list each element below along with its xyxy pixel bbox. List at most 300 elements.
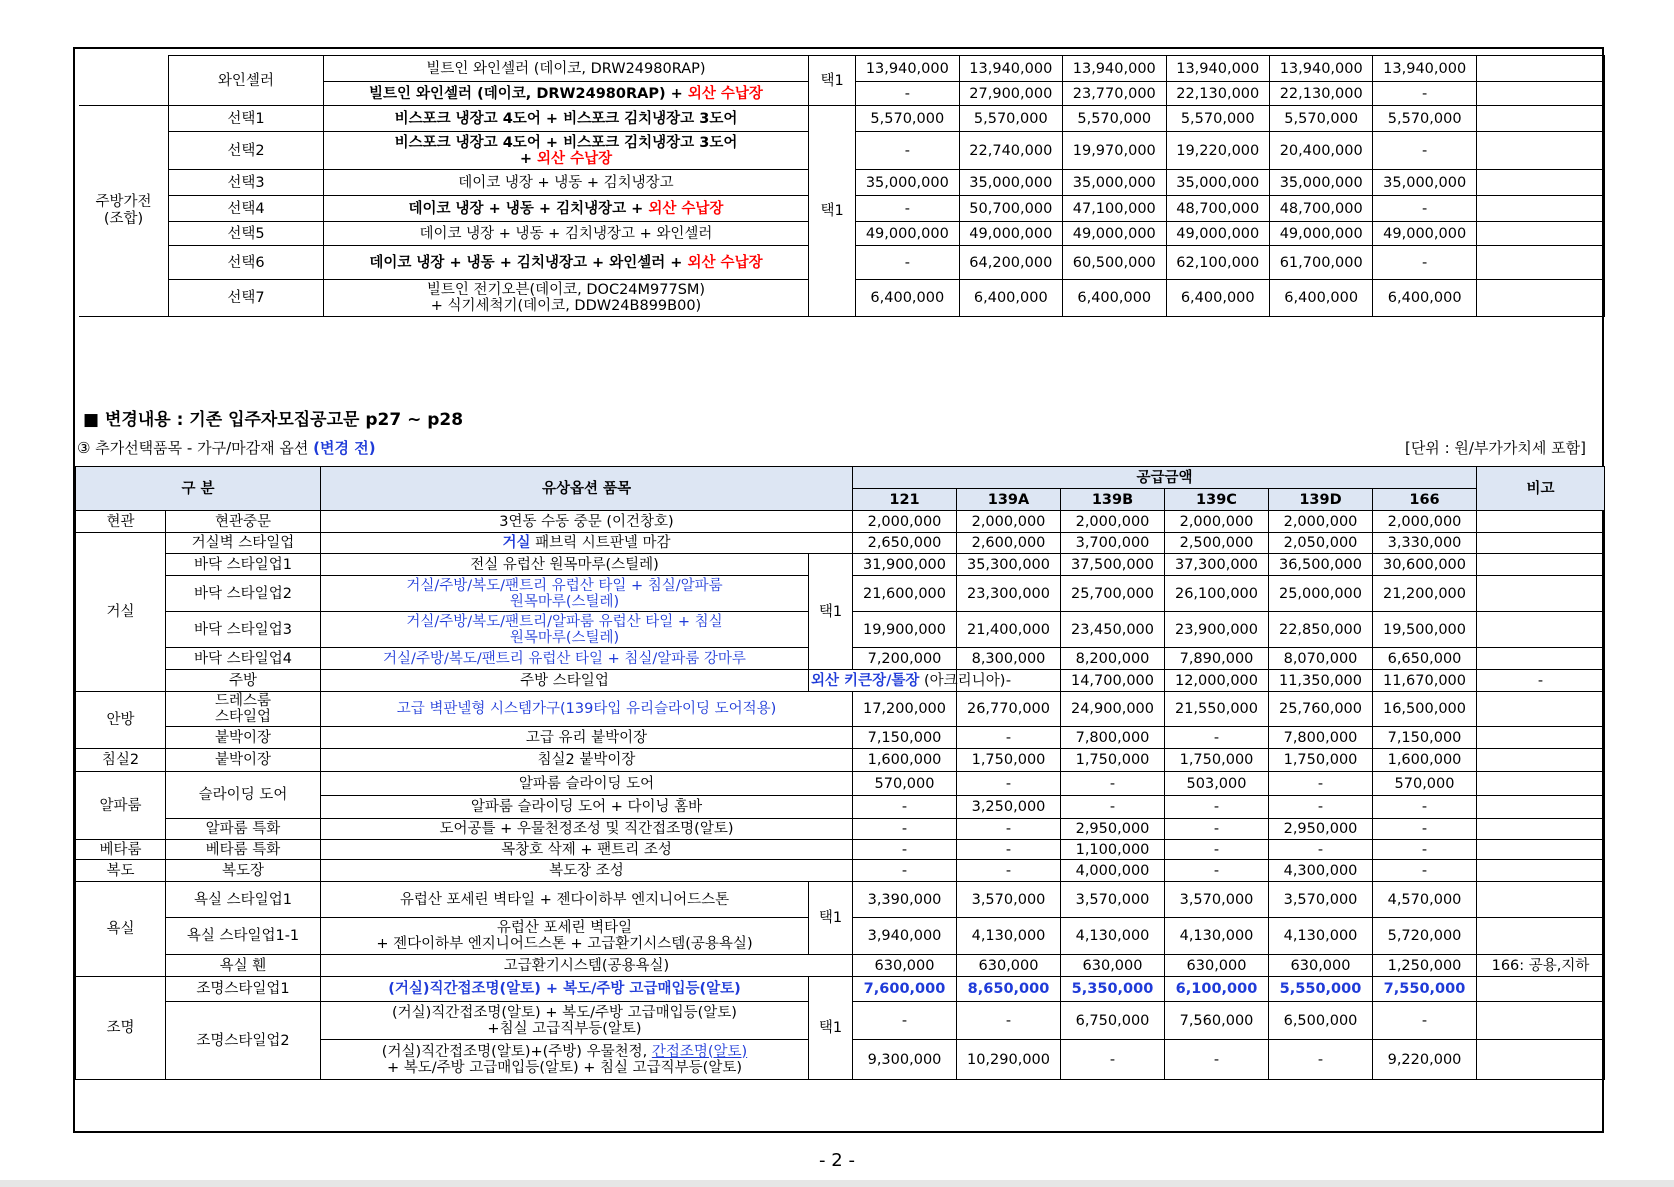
unit-note: [단위 : 원/부가가치세 포함] [1404, 439, 1586, 457]
remark-cell [1477, 749, 1605, 772]
header-type: 139A [957, 489, 1061, 511]
header-type: 139D [1269, 489, 1373, 511]
price-cell: 19,900,000 [853, 612, 957, 648]
remark-cell [1477, 882, 1605, 918]
price-cell: 2,500,000 [1165, 533, 1269, 554]
price-cell: 37,300,000 [1165, 554, 1269, 576]
item-cell: 유럽산 포세린 벽타일 + 젠다이하부 엔지니어드스톤 [321, 882, 809, 918]
price-cell: - [957, 860, 1061, 882]
price-cell: 49,000,000 [1373, 222, 1476, 246]
price-cell: 6,400,000 [1063, 280, 1166, 317]
remark-cell [1477, 727, 1605, 749]
sub-cell: 주방 스타일업 [321, 670, 809, 692]
item-cell: 데이코 냉장 + 냉동 + 김치냉장고 [323, 170, 808, 196]
price-cell: - [856, 82, 959, 106]
price-cell: 35,000,000 [1063, 170, 1166, 196]
price-cell: - [1373, 796, 1477, 819]
price-cell: - [1061, 1040, 1165, 1080]
price-cell: 2,000,000 [853, 511, 957, 533]
price-cell: 21,200,000 [1373, 576, 1477, 612]
option-label: 선택7 [169, 280, 324, 317]
price-cell: 6,400,000 [1166, 280, 1269, 317]
price-cell: - [1165, 819, 1269, 840]
price-cell: 35,000,000 [959, 170, 1062, 196]
table-row [79, 106, 1605, 132]
price-cell: - [856, 132, 959, 170]
price-cell: 49,000,000 [856, 222, 959, 246]
price-cell: 23,770,000 [1063, 82, 1166, 106]
price-cell: 1,100,000 [1061, 840, 1165, 860]
remark-cell [1477, 772, 1605, 796]
price-cell: 35,300,000 [957, 554, 1061, 576]
table-row [76, 860, 1605, 882]
price-cell: 1,750,000 [1061, 749, 1165, 772]
price-cell: 3,940,000 [853, 918, 957, 955]
price-cell: 3,570,000 [1269, 882, 1373, 918]
price-cell: 2,650,000 [853, 533, 957, 554]
remark-cell [1477, 840, 1605, 860]
price-cell: 60,500,000 [1063, 246, 1166, 280]
price-cell: 6,400,000 [959, 280, 1062, 317]
price-cell: 5,570,000 [1269, 106, 1372, 132]
item-cell: 고급 벽판넬형 시스템가구(139타입 유리슬라이딩 도어적용) [321, 692, 853, 727]
price-cell: 3,390,000 [853, 882, 957, 918]
price-cell: 20,400,000 [1269, 132, 1372, 170]
option-label: 선택1 [169, 106, 324, 132]
price-cell: 21,550,000 [1165, 692, 1269, 727]
sub-cell: 알파룸 특화 [166, 819, 321, 840]
price-cell: 9,300,000 [853, 1040, 957, 1080]
price-cell: - [1373, 246, 1476, 280]
price-cell: 11,670,000 [1373, 670, 1477, 692]
price-cell: 2,950,000 [1269, 819, 1373, 840]
price-cell: 49,000,000 [1269, 222, 1372, 246]
price-cell: 36,500,000 [1269, 554, 1373, 576]
price-cell: 61,700,000 [1269, 246, 1372, 280]
group-cell: 알파룸 [76, 772, 166, 840]
price-cell: 6,750,000 [1061, 1002, 1165, 1040]
item-cell: 목창호 삭제 + 팬트리 조성 [321, 840, 853, 860]
price-cell: - [1373, 819, 1477, 840]
price-cell: 6,400,000 [856, 280, 959, 317]
price-cell: 13,940,000 [1063, 56, 1166, 82]
price-cell: 64,200,000 [959, 246, 1062, 280]
choice-cell: 택1 [809, 977, 853, 1080]
option-label: 선택3 [169, 170, 324, 196]
price-cell: 35,000,000 [1373, 170, 1476, 196]
price-cell: 7,560,000 [1165, 1002, 1269, 1040]
price-cell: 5,570,000 [959, 106, 1062, 132]
price-cell: 630,000 [1165, 955, 1269, 977]
price-cell: 7,200,000 [853, 648, 957, 670]
price-cell: - [1373, 860, 1477, 882]
price-cell: 62,100,000 [1166, 246, 1269, 280]
group-cell: 복도 [76, 860, 166, 882]
choice-cell: 택1 [809, 106, 856, 317]
item-cell: (거실)직간접조명(알토) + 복도/주방 고급매입등(알토) [321, 977, 809, 1002]
option-label: 선택4 [169, 196, 324, 222]
price-cell: 13,940,000 [1373, 56, 1476, 82]
price-cell: - [1269, 840, 1373, 860]
group-cell: 거실 [76, 533, 166, 692]
price-cell: 11,350,000 [1269, 670, 1373, 692]
price-cell: 7,800,000 [1061, 727, 1165, 749]
remark-cell [1477, 918, 1605, 955]
price-cell: 10,290,000 [957, 1040, 1061, 1080]
price-cell: - [1477, 670, 1605, 692]
price-cell: 1,750,000 [1269, 749, 1373, 772]
price-cell: 21,600,000 [853, 576, 957, 612]
price-cell: 9,220,000 [1373, 1040, 1477, 1080]
price-cell: 3,570,000 [1165, 882, 1269, 918]
price-cell: 7,800,000 [1269, 727, 1373, 749]
option-label: 선택2 [169, 132, 324, 170]
item-cell: 빌트인 와인셀러 (데이코, DRW24980RAP) [323, 56, 808, 82]
sub-cell: 바닥 스타일업4 [166, 648, 321, 670]
price-cell: 16,500,000 [1373, 692, 1477, 727]
price-cell: - [856, 246, 959, 280]
sub-cell: 베타룸 특화 [166, 840, 321, 860]
remark-cell: 166: 공용,지하 [1477, 955, 1605, 977]
table-row [76, 727, 1605, 749]
table-row [76, 749, 1605, 772]
sub-cell: 거실벽 스타일업 [166, 533, 321, 554]
price-cell: 37,500,000 [1061, 554, 1165, 576]
price-cell: - [1165, 727, 1269, 749]
price-cell: 570,000 [1373, 772, 1477, 796]
table-row [76, 554, 1605, 576]
remark-cell [1477, 648, 1605, 670]
appliance-table [79, 55, 1605, 317]
price-cell: 19,970,000 [1063, 132, 1166, 170]
option-label: 선택5 [169, 222, 324, 246]
item-cell: 고급환기시스템(공용욕실) [321, 955, 853, 977]
price-cell: 4,570,000 [1373, 882, 1477, 918]
price-cell: 5,570,000 [1166, 106, 1269, 132]
header-item: 유상옵션 품목 [321, 467, 853, 511]
price-cell: - [1165, 860, 1269, 882]
price-cell: - [957, 840, 1061, 860]
price-cell: 8,300,000 [957, 648, 1061, 670]
price-cell: 19,220,000 [1166, 132, 1269, 170]
price-cell: 3,330,000 [1373, 533, 1477, 554]
sub-cell: 조명스타일업2 [166, 1002, 321, 1080]
item-cell: 빌트인 와인셀러 (데이코, DRW24980RAP) + 외산 수납장 [323, 82, 808, 106]
remark-cell [1477, 977, 1605, 1002]
sub-cell: 욕실 스타일업1-1 [166, 918, 321, 955]
remark-cell [1476, 56, 1604, 82]
price-cell: 13,940,000 [1166, 56, 1269, 82]
table-row [76, 840, 1605, 860]
item-cell: 3연동 수동 중문 (이건창호) [321, 511, 853, 533]
price-cell: 26,100,000 [1165, 576, 1269, 612]
category-cell: 와인셀러 [169, 56, 324, 106]
table-row [76, 977, 1605, 1002]
item-cell: 침실2 붙박이장 [321, 749, 853, 772]
remark-cell [1477, 692, 1605, 727]
sub-cell: 조명스타일업1 [166, 977, 321, 1002]
price-cell: 25,760,000 [1269, 692, 1373, 727]
group-cell: 현관 [76, 511, 166, 533]
price-cell: 35,000,000 [1269, 170, 1372, 196]
sub-cell: 바닥 스타일업2 [166, 576, 321, 612]
item-cell: 비스포크 냉장고 4도어 + 비스포크 김치냉장고 3도어 + 외산 수납장 [323, 132, 808, 170]
price-cell: - [957, 670, 1061, 692]
price-cell: 2,000,000 [1269, 511, 1373, 533]
remark-cell [1476, 170, 1604, 196]
price-cell: 27,900,000 [959, 82, 1062, 106]
remark-cell [1477, 554, 1605, 576]
item-cell: (거실)직간접조명(알토)+(주방) 우물천정, 간접조명(알토) + 복도/주방 고급매입등(알토) + 침실 고급직부등(알토) [321, 1040, 809, 1080]
page-number: - 2 - [819, 1150, 855, 1171]
price-cell: 1,600,000 [1373, 749, 1477, 772]
price-cell: 23,450,000 [1061, 612, 1165, 648]
choice-cell: 택1 [809, 56, 856, 106]
remark-cell [1476, 246, 1604, 280]
sub-cell: 슬라이딩 도어 [166, 772, 321, 819]
sub-cell: 바닥 스타일업1 [166, 554, 321, 576]
price-cell: 6,400,000 [1269, 280, 1372, 317]
price-cell: 49,000,000 [1166, 222, 1269, 246]
table-row [76, 511, 1605, 533]
sub-cell: 욕실 스타일업1 [166, 882, 321, 918]
price-cell: 7,150,000 [1373, 727, 1477, 749]
header-type: 139B [1061, 489, 1165, 511]
price-cell: 5,350,000 [1061, 977, 1165, 1002]
price-cell: 503,000 [1165, 772, 1269, 796]
group-cell: 주방 [166, 670, 321, 692]
price-cell: 630,000 [853, 955, 957, 977]
item-cell: 거실/주방/복도/팬트리 유럽산 타일 + 침실/알파룸 강마루 [321, 648, 809, 670]
remark-cell [1476, 222, 1604, 246]
price-cell: 1,750,000 [1165, 749, 1269, 772]
price-cell: 6,100,000 [1165, 977, 1269, 1002]
sub-cell: 복도장 [166, 860, 321, 882]
remark-cell [1477, 576, 1605, 612]
price-cell: 5,550,000 [1269, 977, 1373, 1002]
header-type: 121 [853, 489, 957, 511]
price-cell: 49,000,000 [1063, 222, 1166, 246]
price-cell: - [853, 1002, 957, 1040]
price-cell: - [853, 860, 957, 882]
price-cell: 8,650,000 [957, 977, 1061, 1002]
price-cell: - [853, 796, 957, 819]
remark-cell [1476, 106, 1604, 132]
sub-cell: 붙박이장 [166, 727, 321, 749]
group-cell: 조명 [76, 977, 166, 1080]
section-title: ■ 변경내용 : 기존 입주자모집공고문 p27 ~ p28 [83, 410, 464, 430]
table-row [76, 772, 1605, 796]
price-cell: 47,100,000 [1063, 196, 1166, 222]
price-cell: 2,050,000 [1269, 533, 1373, 554]
table-row [76, 692, 1605, 727]
price-cell: - [957, 819, 1061, 840]
price-cell: 1,250,000 [1373, 955, 1477, 977]
table-row [76, 819, 1605, 840]
price-cell: 25,700,000 [1061, 576, 1165, 612]
price-cell: 4,000,000 [1061, 860, 1165, 882]
price-cell: 22,130,000 [1269, 82, 1372, 106]
item-cell: 도어공틀 + 우물천정조성 및 직간접조명(알토) [321, 819, 853, 840]
price-cell: 7,150,000 [853, 727, 957, 749]
header-type: 166 [1373, 489, 1477, 511]
price-cell: 35,000,000 [1166, 170, 1269, 196]
price-cell: 630,000 [1061, 955, 1165, 977]
price-cell: 1,600,000 [853, 749, 957, 772]
item-cell: 거실/주방/복도/팬트리 유럽산 타일 + 침실/알파룸 원목마루(스틸레) [321, 576, 809, 612]
price-cell: 1,750,000 [957, 749, 1061, 772]
sub-cell: 드레스룸 스타일업 [166, 692, 321, 727]
price-cell: - [853, 819, 957, 840]
remark-cell [1476, 196, 1604, 222]
price-cell: - [1165, 1040, 1269, 1080]
section-subtitle: ③ 추가선택품목 - 가구/마감재 옵션 (변경 전) [77, 439, 376, 457]
price-cell: 23,300,000 [957, 576, 1061, 612]
remark-cell [1477, 533, 1605, 554]
item-cell: 거실 패브릭 시트판넬 마감 [321, 533, 853, 554]
item-cell: 전실 유럽산 원목마루(스틸레) [321, 554, 809, 576]
remark-cell [1477, 511, 1605, 533]
price-cell: 2,000,000 [957, 511, 1061, 533]
price-cell: 12,000,000 [1165, 670, 1269, 692]
price-cell: - [957, 772, 1061, 796]
price-cell: 14,700,000 [1061, 670, 1165, 692]
price-cell: 4,300,000 [1269, 860, 1373, 882]
price-cell: - [1061, 772, 1165, 796]
choice-cell: 택1 [809, 554, 853, 670]
price-cell: 2,000,000 [1373, 511, 1477, 533]
price-cell: 7,550,000 [1373, 977, 1477, 1002]
remark-cell [1477, 819, 1605, 840]
group-cell: 침실2 [76, 749, 166, 772]
price-cell: 630,000 [957, 955, 1061, 977]
header-type: 139C [1165, 489, 1269, 511]
price-cell: - [1269, 796, 1373, 819]
price-cell: 13,940,000 [959, 56, 1062, 82]
table-row [76, 533, 1605, 554]
price-cell: 2,000,000 [1165, 511, 1269, 533]
price-cell: 2,000,000 [1061, 511, 1165, 533]
empty-cell [79, 56, 169, 82]
item-cell: 외산 키큰장/톨장 (아크리니아) [809, 670, 957, 692]
group-cell: 욕실 [76, 882, 166, 977]
choice-cell: 택1 [809, 882, 853, 955]
price-cell: 5,720,000 [1373, 918, 1477, 955]
remark-cell [1476, 280, 1604, 317]
remark-cell [1477, 1040, 1605, 1080]
item-cell: 알파룸 슬라이딩 도어 + 다이닝 홈바 [321, 796, 853, 819]
item-cell: 비스포크 냉장고 4도어 + 비스포크 김치냉장고 3도어 [323, 106, 808, 132]
price-cell: 630,000 [1269, 955, 1373, 977]
price-cell: 22,740,000 [959, 132, 1062, 170]
price-cell: 5,570,000 [1373, 106, 1476, 132]
price-cell: 2,600,000 [957, 533, 1061, 554]
price-cell: 23,900,000 [1165, 612, 1269, 648]
price-cell: 49,000,000 [959, 222, 1062, 246]
price-cell: 6,400,000 [1373, 280, 1476, 317]
remark-cell [1476, 82, 1604, 106]
price-cell: 7,890,000 [1165, 648, 1269, 670]
price-cell: 35,000,000 [856, 170, 959, 196]
group-cell: 주방가전 (조합) [79, 106, 169, 317]
remark-cell [1477, 860, 1605, 882]
price-cell: 3,570,000 [957, 882, 1061, 918]
price-cell: 22,850,000 [1269, 612, 1373, 648]
remark-cell [1477, 1002, 1605, 1040]
option-label: 선택6 [169, 246, 324, 280]
bottom-bar [0, 1180, 1674, 1187]
item-cell: 거실/주방/복도/팬트리/알파룸 유럽산 타일 + 침실 원목마루(스틸레) [321, 612, 809, 648]
price-cell: 50,700,000 [959, 196, 1062, 222]
price-cell: - [1373, 82, 1476, 106]
price-cell: - [1269, 1040, 1373, 1080]
sub-cell: 욕실 휀 [166, 955, 321, 977]
price-cell: - [1165, 840, 1269, 860]
header-supply: 공급금액 [853, 467, 1477, 489]
sub-cell: 바닥 스타일업3 [166, 612, 321, 648]
price-cell: 4,130,000 [1269, 918, 1373, 955]
price-cell: 31,900,000 [853, 554, 957, 576]
item-cell: 데이코 냉장 + 냉동 + 김치냉장고 + 와인셀러 [323, 222, 808, 246]
sub-cell: 붙박이장 [166, 749, 321, 772]
price-cell: 8,200,000 [1061, 648, 1165, 670]
item-cell: 고급 유리 붙박이장 [321, 727, 853, 749]
price-cell: - [1269, 772, 1373, 796]
price-cell: - [1373, 196, 1476, 222]
price-cell: 4,130,000 [957, 918, 1061, 955]
price-cell: 3,700,000 [1061, 533, 1165, 554]
price-cell: - [957, 1002, 1061, 1040]
price-cell: 2,950,000 [1061, 819, 1165, 840]
price-cell: - [853, 840, 957, 860]
price-cell: 22,130,000 [1166, 82, 1269, 106]
table-row [79, 56, 1605, 82]
price-cell: 4,130,000 [1165, 918, 1269, 955]
option-price-table [75, 466, 1605, 1080]
price-cell: - [957, 727, 1061, 749]
table-row [76, 670, 1605, 692]
table-row [76, 882, 1605, 918]
header-row [76, 467, 1605, 489]
item-cell: 복도장 조성 [321, 860, 853, 882]
item-cell: 유럽산 포세린 벽타일 + 젠다이하부 엔지니어드스톤 + 고급환기시스템(공용욕실) [321, 918, 809, 955]
group-cell: 안방 [76, 692, 166, 749]
item-cell: 데이코 냉장 + 냉동 + 김치냉장고 + 와인셀러 + 외산 수납장 [323, 246, 808, 280]
price-cell: 7,600,000 [853, 977, 957, 1002]
item-cell: 빌트인 전기오븐(데이코, DOC24M977SM) + 식기세척기(데이코, DDW24B899B00) [323, 280, 808, 317]
price-cell: - [1061, 796, 1165, 819]
price-cell: - [1373, 840, 1477, 860]
price-cell: - [1373, 132, 1476, 170]
price-cell: 8,070,000 [1269, 648, 1373, 670]
price-cell: 17,200,000 [853, 692, 957, 727]
price-cell: 19,500,000 [1373, 612, 1477, 648]
price-cell: 3,570,000 [1061, 882, 1165, 918]
remark-cell [1477, 796, 1605, 819]
item-cell: (거실)직간접조명(알토) + 복도/주방 고급매입등(알토) +침실 고급직부등(알토) [321, 1002, 809, 1040]
price-cell: 30,600,000 [1373, 554, 1477, 576]
price-cell: - [1165, 796, 1269, 819]
price-cell: 3,250,000 [957, 796, 1061, 819]
table-row [76, 955, 1605, 977]
price-cell: 570,000 [853, 772, 957, 796]
price-cell: 5,570,000 [1063, 106, 1166, 132]
price-cell: 13,940,000 [856, 56, 959, 82]
header-remark: 비고 [1477, 467, 1605, 511]
price-cell: 5,570,000 [856, 106, 959, 132]
remark-cell [1477, 612, 1605, 648]
price-cell: - [856, 196, 959, 222]
